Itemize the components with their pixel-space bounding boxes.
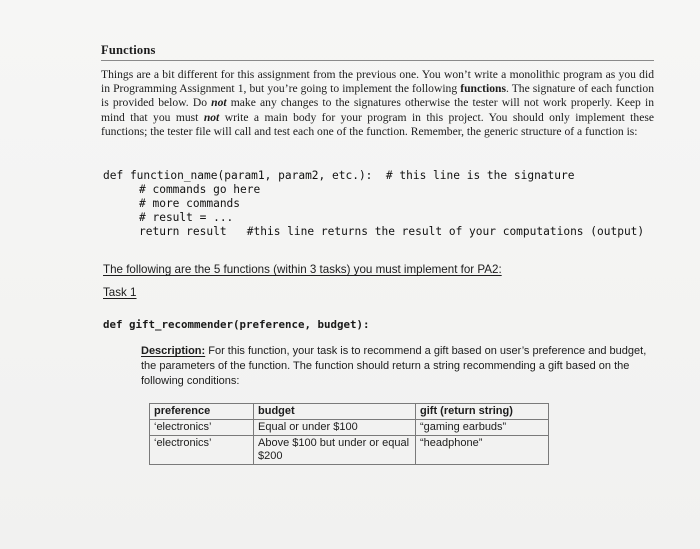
description-text: For this function, your task is to recommend a gift based on user’s preference and budget, the parameters of the function. The function should return a string recommending a gift based on the following conditions: [141, 345, 647, 387]
code-line-signature: def function_name(param1, param2, etc.): # this line is the signature [103, 169, 575, 182]
cell-preference: ‘electronics’ [150, 420, 254, 436]
section-title: Functions [101, 43, 156, 57]
conditions-table [149, 403, 549, 465]
cell-preference: ‘electronics’ [150, 436, 254, 465]
code-line-comment-1: # commands go here [139, 183, 261, 196]
intro-bold-not-1: not [211, 96, 227, 110]
cell-gift: “gaming earbuds” [416, 420, 549, 436]
code-line-comment-2: # more commands [139, 197, 241, 210]
table-row [150, 436, 549, 465]
task1-heading: Task 1 [103, 286, 137, 299]
header-preference: preference [150, 404, 254, 420]
table-header-row [150, 404, 549, 420]
intro-bold-not-2: not [203, 110, 220, 124]
table-row [150, 420, 549, 436]
section-divider [101, 60, 654, 61]
intro-text-2: . The signature of each function is provided below. Do [101, 82, 655, 110]
cell-budget: Above $100 but under or equal $200 [254, 436, 416, 465]
function-signature: def gift_recommender(preference, budget): [103, 318, 370, 331]
code-example [103, 169, 644, 239]
header-gift: gift (return string) [416, 404, 549, 420]
intro-bold-functions: functions [460, 82, 506, 96]
intro-paragraph [101, 68, 654, 139]
intro-text-1: Things are a bit different for this assignment from the previous one. You won’t write a monolithic program as you did in Programming Assignment 1, but you’re going to implement the following [101, 68, 654, 96]
description-label: Description: [141, 345, 206, 357]
description-paragraph [141, 344, 651, 389]
header-budget: budget [254, 404, 416, 420]
code-line-comment-3: # result = ... [139, 211, 234, 224]
cell-budget: Equal or under $100 [254, 420, 416, 436]
intro-text-4: write a main body for your program in this project. You should only implement these functions; the tester file will call and test each one of the function. Remember, the generic structure of a function is: [101, 110, 655, 138]
cell-gift: “headphone” [416, 436, 549, 465]
tasks-heading: The following are the 5 functions (within 3 tasks) you must implement for PA2: [103, 263, 502, 276]
code-line-return: return result #this line returns the result of your computations (output) [139, 225, 645, 238]
intro-text-3: make any changes to the signatures otherwise the tester will not work properly. Keep in mind that you must [101, 96, 655, 124]
